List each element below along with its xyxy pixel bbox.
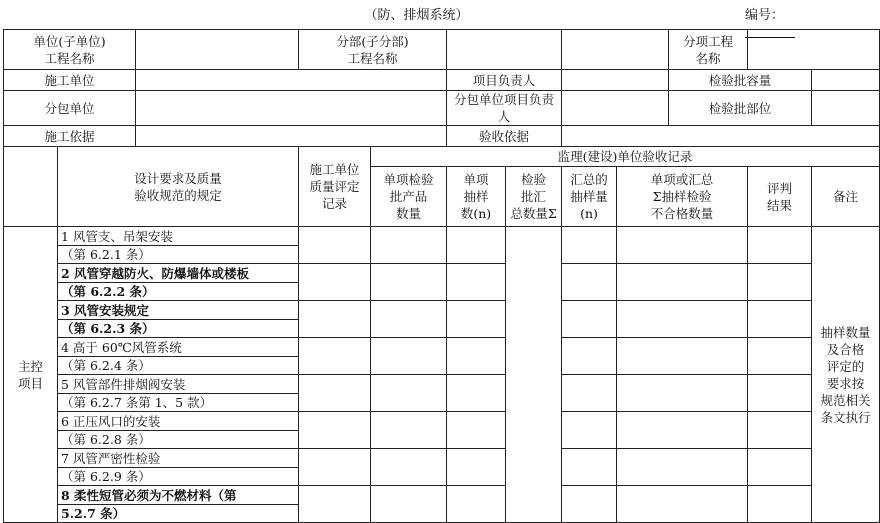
- nonconforming-cell[interactable]: [617, 375, 748, 412]
- single-sample-cell[interactable]: [447, 449, 506, 486]
- summary-sample-cell[interactable]: [562, 486, 617, 523]
- single-batch-qty-header: 单项检验 批产品 数量: [371, 167, 447, 227]
- judgment-cell[interactable]: [748, 301, 812, 338]
- item-title: 2 风管穿越防火、防爆墙体或楼板: [58, 264, 299, 283]
- constructor-record-cell[interactable]: [299, 301, 371, 338]
- category-header-blank: [4, 147, 58, 227]
- inspection-table: [3, 29, 880, 523]
- batch-capacity-label: 检验批容量: [669, 70, 812, 91]
- constructor-record-cell[interactable]: [299, 338, 371, 375]
- single-sample-cell[interactable]: [447, 301, 506, 338]
- single-sample-cell[interactable]: [447, 412, 506, 449]
- item-title: 4 高于 60℃风管系统: [58, 338, 299, 357]
- nonconforming-cell[interactable]: [617, 449, 748, 486]
- sub-project-name-value-2[interactable]: [562, 30, 669, 70]
- single-batch-qty-cell[interactable]: [371, 486, 447, 523]
- item-clause: （第 6.2.2 条）: [58, 283, 299, 301]
- item-project-name-value[interactable]: [748, 30, 880, 70]
- judgment-cell[interactable]: [748, 486, 812, 523]
- judgment-cell[interactable]: [748, 375, 812, 412]
- single-batch-qty-cell[interactable]: [371, 375, 447, 412]
- design-requirement-header: 设计要求及质量 验收规范的规定: [58, 147, 299, 227]
- batch-total-header: 检验 批汇 总数量Σ: [506, 167, 562, 227]
- constructor-record-cell[interactable]: [299, 412, 371, 449]
- nonconforming-cell[interactable]: [617, 338, 748, 375]
- sub-project-name-value[interactable]: [447, 30, 562, 70]
- judgment-cell[interactable]: [748, 449, 812, 486]
- item-title: 3 风管安装规定: [58, 301, 299, 320]
- item-clause: （第 6.2.9 条）: [58, 468, 299, 486]
- main-control-category: 主控 项目: [4, 227, 58, 523]
- unit-project-name-value[interactable]: [136, 30, 299, 70]
- nonconforming-cell[interactable]: [617, 227, 748, 264]
- item-project-name-label: 分项工程 名称: [669, 30, 748, 70]
- single-sample-cell[interactable]: [447, 227, 506, 264]
- item-title: 1 风管支、吊架安装: [58, 227, 299, 246]
- nonconforming-cell[interactable]: [617, 301, 748, 338]
- batch-location-value[interactable]: [812, 91, 880, 126]
- summary-sample-cell[interactable]: [562, 412, 617, 449]
- item-clause: 5.2.7 条）: [58, 505, 299, 523]
- single-batch-qty-cell[interactable]: [371, 264, 447, 301]
- remarks-header: 备注: [812, 167, 880, 227]
- nonconforming-cell[interactable]: [617, 412, 748, 449]
- judgment-cell[interactable]: [748, 338, 812, 375]
- project-manager-value[interactable]: [562, 70, 669, 91]
- summary-sample-cell[interactable]: [562, 301, 617, 338]
- summary-sample-header: 汇总的 抽样量 (n): [562, 167, 617, 227]
- subcontract-unit-label: 分包单位: [4, 91, 136, 126]
- single-sample-cell[interactable]: [447, 375, 506, 412]
- constructor-record-header: 施工单位 质量评定 记录: [299, 147, 371, 227]
- form-subtitle: （防、排烟系统）: [364, 8, 469, 23]
- item-title: 8 柔性短管必须为不燃材料（第: [58, 486, 299, 505]
- unit-project-name-label: 单位(子单位) 工程名称: [4, 30, 136, 70]
- item-clause: （第 6.2.3 条）: [58, 320, 299, 338]
- constructor-record-cell[interactable]: [299, 486, 371, 523]
- subcontract-manager-value[interactable]: [562, 91, 669, 126]
- summary-sample-cell[interactable]: [562, 449, 617, 486]
- constructor-record-cell[interactable]: [299, 227, 371, 264]
- acceptance-basis-value[interactable]: [562, 126, 880, 147]
- summary-sample-cell[interactable]: [562, 338, 617, 375]
- nonconforming-cell[interactable]: [617, 486, 748, 523]
- summary-sample-cell[interactable]: [562, 227, 617, 264]
- judgment-cell[interactable]: [748, 264, 812, 301]
- subcontract-manager-label: 分包单位项目负责人: [447, 91, 562, 126]
- single-sample-cell[interactable]: [447, 486, 506, 523]
- single-batch-qty-cell[interactable]: [371, 301, 447, 338]
- supervision-header: 监理(建设)单位验收记录: [371, 147, 880, 167]
- summary-sample-cell[interactable]: [562, 375, 617, 412]
- project-manager-label: 项目负责人: [447, 70, 562, 91]
- judgment-cell[interactable]: [748, 412, 812, 449]
- acceptance-basis-label: 验收依据: [447, 126, 562, 147]
- constructor-record-cell[interactable]: [299, 375, 371, 412]
- sub-project-name-label: 分部(子分部) 工程名称: [299, 30, 447, 70]
- constructor-record-cell[interactable]: [299, 264, 371, 301]
- construction-unit-label: 施工单位: [4, 70, 136, 91]
- summary-sample-cell[interactable]: [562, 264, 617, 301]
- constructor-record-cell[interactable]: [299, 449, 371, 486]
- construction-basis-label: 施工依据: [4, 126, 136, 147]
- form-number-label: 编号：: [745, 8, 785, 23]
- batch-location-label: 检验批部位: [669, 91, 812, 126]
- item-title: 5 风管部件排烟阀安装: [58, 375, 299, 394]
- nonconforming-cell[interactable]: [617, 264, 748, 301]
- item-title: 7 风管严密性检验: [58, 449, 299, 468]
- nonconforming-header: 单项或汇总 Σ抽样检验 不合格数量: [617, 167, 748, 227]
- single-sample-cell[interactable]: [447, 338, 506, 375]
- single-batch-qty-cell[interactable]: [371, 449, 447, 486]
- single-batch-qty-cell[interactable]: [371, 412, 447, 449]
- remarks-cell: 抽样数量 及合格 评定的 要求按 规范相关 条文执行: [812, 227, 880, 523]
- construction-unit-value[interactable]: [136, 70, 447, 91]
- single-batch-qty-cell[interactable]: [371, 227, 447, 264]
- item-clause: （第 6.2.7 条第 1、5 款）: [58, 394, 299, 412]
- subcontract-unit-value[interactable]: [136, 91, 447, 126]
- item-clause: （第 6.2.8 条）: [58, 431, 299, 449]
- judgment-cell[interactable]: [748, 227, 812, 264]
- item-clause: （第 6.2.1 条）: [58, 246, 299, 264]
- judgment-header: 评判 结果: [748, 167, 812, 227]
- single-sample-header: 单项 抽样 数(n): [447, 167, 506, 227]
- single-batch-qty-cell[interactable]: [371, 338, 447, 375]
- item-clause: （第 6.2.4 条）: [58, 357, 299, 375]
- batch-total-cell[interactable]: [506, 227, 562, 523]
- batch-capacity-value[interactable]: [812, 70, 880, 91]
- single-sample-cell[interactable]: [447, 264, 506, 301]
- construction-basis-value[interactable]: [136, 126, 447, 147]
- item-title: 6 正压风口的安装: [58, 412, 299, 431]
